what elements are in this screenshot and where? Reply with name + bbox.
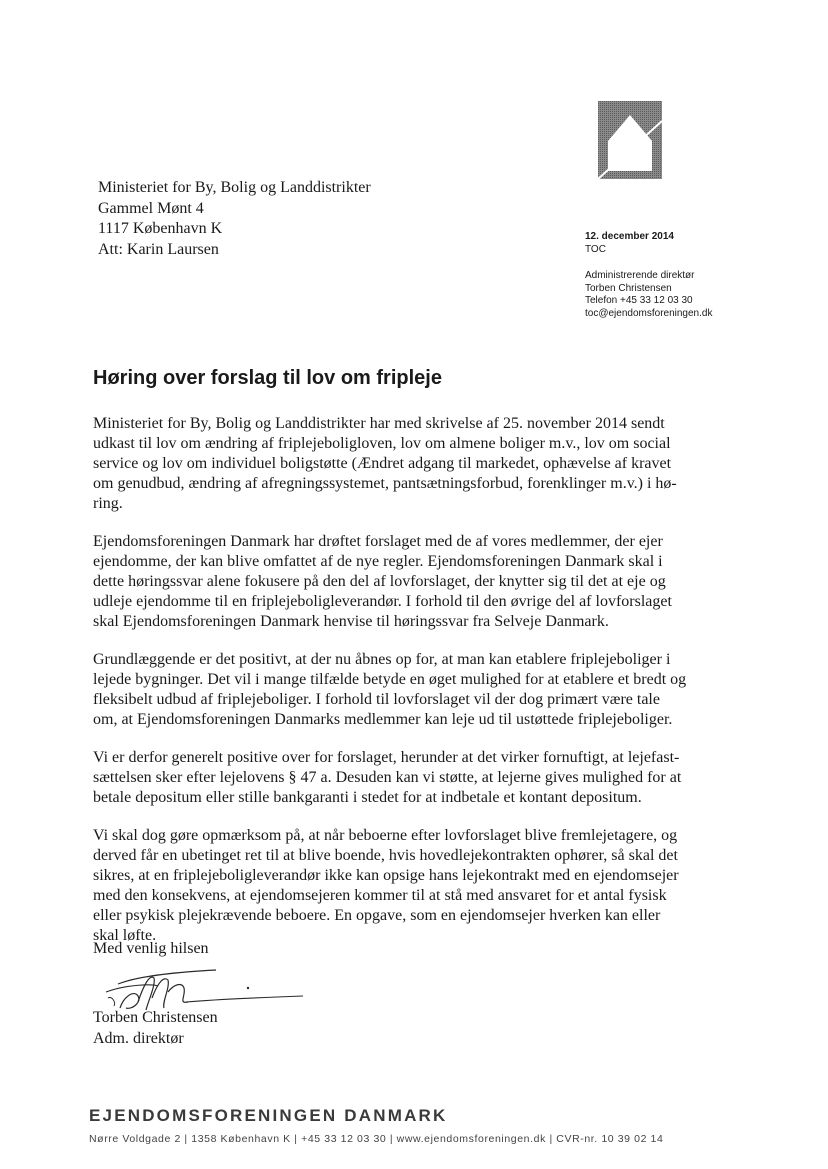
body-line: Vi er derfor generelt positive over for forslaget, herunder at det virker fornuftigt, at lejefast- (93, 749, 680, 766)
signer-name: Torben Christensen (93, 1009, 218, 1026)
letter-subject: Høring over forslag til lov om fripleje (93, 367, 442, 389)
body-line: Vi skal dog gøre opmærksom på, at når beboerne efter lovforslaget blive fremlejetagere, og (93, 827, 678, 844)
signer-block (93, 1007, 218, 1049)
recipient-line: Ministeriet for By, Bolig og Landdistrikter (98, 179, 371, 196)
letter-date: 12. december 2014 (585, 231, 674, 242)
body-line: udkast til lov om ændring af friplejeboligloven, lov om almene boliger m.v., lov om social (93, 435, 671, 452)
body-line: skal løfte. (93, 927, 157, 944)
body-line: sættelsen sker efter lejelovens § 47 a. Desuden kan vi støtte, at lejerne gives mulighed for at (93, 769, 682, 786)
body-paragraph (93, 748, 733, 808)
body-paragraph (93, 532, 733, 632)
body-line: Ministeriet for By, Bolig og Landdistrikter har med skrivelse af 25. november 2014 sendt (93, 415, 665, 432)
sender-title: Administrerende direktør (585, 270, 695, 281)
body-line: eller psykisk plejekrævende beboere. En opgave, som en ejendomsejer hverken kan eller (93, 907, 661, 924)
body-line: udleje ejendomme til en friplejeboligleverandør. I forhold til den øvrige del af lovforslaget (93, 593, 672, 610)
body-line: om, at Ejendomsforeningen Danmarks medlemmer kan leje ud til ustøttede friplejeboliger. (93, 711, 673, 728)
closing-salutation: Med venlig hilsen (93, 940, 209, 957)
body-line: med den konsekvens, at ejendomsejeren kommer til at stå med ansvaret for et antal fysisk (93, 887, 667, 904)
body-paragraph (93, 650, 733, 730)
body-line: service og lov om individuel boligstøtte (Ændret adgang til markedet, ophævelse af kravet (93, 455, 672, 472)
recipient-line: Gammel Mønt 4 (98, 199, 204, 217)
recipient-line: Att: Karin Laursen (98, 240, 219, 258)
letter-reference: TOC (585, 243, 606, 255)
body-line: Ejendomsforeningen Danmark har drøftet forslaget med de af vores medlemmer, der ejer (93, 533, 663, 550)
body-line: derved får en ubetinget ret til at blive boende, hvis hovedlejekontrakten ophører, så skal det (93, 847, 678, 864)
footer-organization: EJENDOMSFORENINGEN DANMARK (89, 1106, 448, 1125)
body-line: betale depositum eller stille bankgaranti i stedet for at indbetale et kontant depositum. (93, 789, 642, 806)
body-line: skal Ejendomsforeningen Danmark henvise til høringssvar fra Selveje Danmark. (93, 613, 609, 630)
body-paragraph (93, 826, 733, 946)
body-line: lejede bygninger. Det vil i mange tilfælde betyde en øget mulighed for at etablere et bredt og (93, 671, 687, 688)
sender-phone: Telefon +45 33 12 03 30 (585, 295, 693, 306)
signer-title: Adm. direktør (93, 1030, 184, 1047)
letter-body (93, 414, 733, 964)
house-logo-icon (598, 101, 662, 179)
sender-name: Torben Christensen (585, 282, 672, 294)
body-line: ejendomme, der kan blive omfattet af de nye regler. Ejendomsforeningen Danmark skal i (93, 553, 663, 570)
recipient-line: 1117 København K (98, 220, 223, 237)
sender-email: toc@ejendomsforeningen.dk (585, 307, 713, 319)
body-line: fleksibelt udbud af friplejeboliger. I forhold til lovforslaget vil der dog primært være tale (93, 691, 660, 708)
letter-meta (585, 231, 712, 320)
body-line: Grundlæggende er det positivt, at der nu åbnes op for, at man kan etablere friplejeboliger i (93, 651, 671, 668)
body-line: om genudbud, ændring af afregningssystemet, pantsætningsforbud, forenklinger m.v.) i hø- (93, 475, 677, 492)
body-paragraph (93, 414, 733, 514)
footer-address: Nørre Voldgade 2 | 1358 København K | +45 33 12 03 30 | www.ejendomsforeningen.dk | CVR-nr. 10 39 02 14 (89, 1133, 664, 1145)
body-line: ring. (93, 495, 123, 512)
recipient-address (98, 178, 371, 260)
body-line: dette høringssvar alene fokusere på den del af lovforslaget, der knytter sig til det at eje og (93, 573, 666, 590)
body-line: sikres, at en friplejeboligleverandør ikke kan opsige hans lejekontrakt med en ejendomsejer (93, 867, 679, 884)
